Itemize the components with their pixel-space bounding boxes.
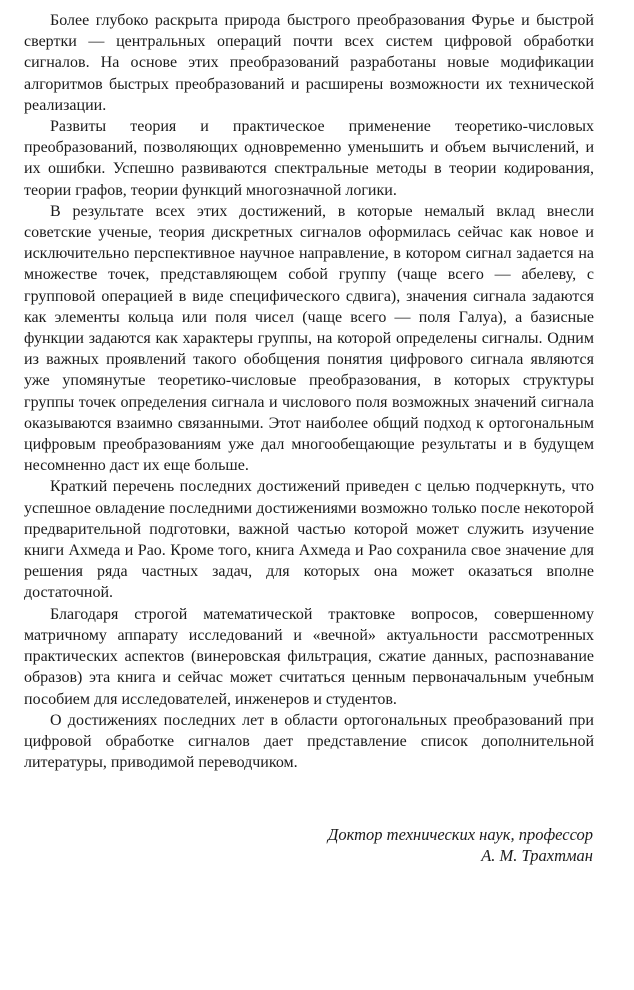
signature-name: А. М. Трахтман bbox=[481, 846, 593, 865]
paragraph-2: Развиты теория и практическое применение теоретико-числовых преобразований, позволяющих одновременно уменьшить и объем вычислений, и их ошибки. Успешно развиваются спектральные методы в теории кодирования, теории графов, теории функций многозначной логики. bbox=[24, 118, 594, 199]
paragraph-5: Благодаря строгой математической трактовке вопросов, совершенному матричному аппарату исследований и «вечной» актуальности рассмотренных практических аспектов (винеровская фильтрация, сжатие данных, распознавание образов) эта книга и сейчас может считаться ценным первоначальным учебным пособием для исследователей, инженеров и студентов. bbox=[24, 605, 594, 708]
signature-block bbox=[328, 824, 593, 866]
preface-text bbox=[24, 10, 594, 773]
paragraph-1: Более глубоко раскрыта природа быстрого преобразования Фурье и быстрой свертки — центральных операций почти всех систем цифровой обработки сигналов. На основе этих преобразований разработаны новые модификации алгоритмов быстрых преобразований и расширены возможности их технической реализации. bbox=[24, 12, 594, 114]
paragraph-3: В результате всех этих достижений, в которые немалый вклад внесли советские ученые, теория дискретных сигналов оформилась сейчас как новое и исключительно перспективное научное направление, в котором сигнал задается на множестве точек, представляющем собой группу (чаще всего — абелеву, с групповой операцией в виде специфического сдвига), значения сигнала задаются как элементы кольца или поля чисел (чаще всего — поля Галуа), а базисные функции задаются как характеры группы, на которой определены сигналы. Одним из важных проявлений такого обобщения понятия цифрового сигнала являются уже упомянутые теоретико-числовые преобразования, в которых структуры группы точек определения сигнала и числового поля возможных значений сигнала оказываются взаимно связанными. Этот наиболее общий подход к ортогональным цифровым преобразованиям уже дал многообещающие результаты и в будущем несомненно даст их еще больше. bbox=[24, 202, 594, 475]
paragraph-6: О достижениях последних лет в области ортогональных преобразований при цифровой обработке сигналов дает представление список дополнительной литературы, приводимой переводчиком. bbox=[24, 711, 594, 772]
paragraph-4: Краткий перечень последних достижений приведен с целью подчеркнуть, что успешное овладение последними достижениями возможно только после некоторой предварительной подготовки, важной частью которой может служить изучение книги Ахмеда и Рао. Кроме того, книга Ахмеда и Рао сохранила свое значение для решения ряда частных задач, для которых она может оказаться вполне достаточной. bbox=[24, 478, 594, 602]
signature-title: Доктор технических наук, профессор bbox=[327, 825, 593, 844]
